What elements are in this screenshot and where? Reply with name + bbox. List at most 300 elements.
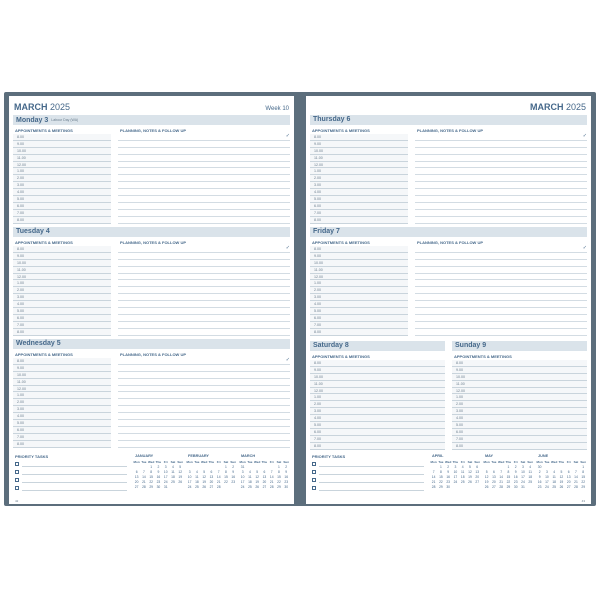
- calendar-date[interactable]: 13: [209, 475, 214, 479]
- planning-line[interactable]: [415, 189, 587, 196]
- calendar-date[interactable]: 3: [188, 470, 191, 474]
- calendar-date[interactable]: 7: [500, 470, 503, 474]
- calendar-date[interactable]: 20: [209, 480, 214, 484]
- time-slot[interactable]: 12.00: [310, 388, 445, 395]
- planning-line[interactable]: [415, 210, 587, 217]
- calendar-date[interactable]: 12: [255, 475, 259, 479]
- time-slot[interactable]: 10.00: [13, 148, 111, 155]
- time-slot[interactable]: 6.00: [310, 203, 408, 210]
- calendar-date[interactable]: 7: [575, 470, 577, 474]
- planning-line[interactable]: [118, 210, 290, 217]
- calendar-date[interactable]: 27: [262, 485, 267, 489]
- calendar-date[interactable]: 31: [521, 485, 525, 489]
- calendar-date[interactable]: 17: [163, 475, 168, 479]
- planning-line[interactable]: [415, 308, 587, 315]
- calendar-date[interactable]: 28: [499, 485, 503, 489]
- calendar-date[interactable]: 21: [216, 480, 221, 484]
- time-slot[interactable]: 12.00: [452, 388, 587, 395]
- checkbox[interactable]: [312, 486, 316, 490]
- time-slot[interactable]: 12.00: [13, 386, 111, 393]
- calendar-date[interactable]: 28: [216, 485, 221, 489]
- calendar-date[interactable]: 25: [528, 480, 533, 484]
- calendar-date[interactable]: 12: [178, 470, 183, 474]
- calendar-date[interactable]: 23: [513, 480, 518, 484]
- calendar-date[interactable]: 1: [507, 465, 510, 469]
- calendar-date[interactable]: 22: [506, 480, 511, 484]
- planning-line[interactable]: [118, 308, 290, 315]
- time-slot[interactable]: 5.00: [310, 308, 408, 315]
- calendar-date[interactable]: 28: [431, 485, 436, 489]
- planning-line[interactable]: [415, 294, 587, 301]
- time-slot[interactable]: 4.00: [13, 189, 111, 196]
- time-slot[interactable]: 6.00: [310, 429, 445, 436]
- calendar-date[interactable]: 14: [269, 475, 274, 479]
- calendar-date[interactable]: 3: [522, 465, 524, 469]
- calendar-date[interactable]: 16: [446, 475, 450, 479]
- time-slot[interactable]: 11.00: [13, 155, 111, 162]
- time-slot[interactable]: 8.00: [13, 246, 111, 253]
- calendar-date[interactable]: 20: [566, 480, 571, 484]
- time-slot[interactable]: 8.00: [13, 217, 111, 224]
- planning-line[interactable]: [118, 168, 290, 175]
- calendar-date[interactable]: 21: [142, 480, 146, 484]
- time-slot[interactable]: 9.00: [13, 141, 111, 148]
- time-slot[interactable]: 1.00: [13, 168, 111, 175]
- calendar-date[interactable]: 25: [248, 485, 252, 489]
- calendar-date[interactable]: 7: [217, 470, 220, 474]
- planning-line[interactable]: [118, 434, 290, 441]
- calendar-date[interactable]: 2: [538, 470, 541, 474]
- calendar-date[interactable]: 27: [209, 485, 214, 489]
- calendar-date[interactable]: 20: [492, 480, 496, 484]
- time-slot[interactable]: 2.00: [310, 175, 408, 182]
- calendar-date[interactable]: 24: [545, 485, 549, 489]
- calendar-date[interactable]: 30: [284, 485, 289, 489]
- time-slot[interactable]: 3.00: [13, 182, 111, 189]
- calendar-date[interactable]: 25: [171, 480, 175, 484]
- planning-line[interactable]: [118, 413, 290, 420]
- planning-line[interactable]: [118, 329, 290, 336]
- planning-line[interactable]: [118, 203, 290, 210]
- time-slot[interactable]: 6.00: [13, 315, 111, 322]
- calendar-date[interactable]: 3: [454, 465, 457, 469]
- calendar-date[interactable]: 25: [195, 485, 199, 489]
- calendar-date[interactable]: 2: [232, 465, 235, 469]
- calendar-date[interactable]: 28: [142, 485, 146, 489]
- planning-line[interactable]: [415, 141, 587, 148]
- planning-line[interactable]: [415, 217, 587, 224]
- time-slot[interactable]: 9.00: [452, 367, 587, 374]
- time-slot[interactable]: 5.00: [13, 420, 111, 427]
- calendar-date[interactable]: 6: [492, 470, 495, 474]
- calendar-date[interactable]: 10: [453, 470, 458, 474]
- calendar-date[interactable]: 23: [446, 480, 450, 484]
- time-slot[interactable]: 9.00: [13, 253, 111, 260]
- time-slot[interactable]: 7.00: [13, 210, 111, 217]
- time-slot[interactable]: 6.00: [452, 429, 587, 436]
- time-slot[interactable]: 8.00: [452, 360, 587, 367]
- planning-line[interactable]: [118, 358, 290, 365]
- calendar-date[interactable]: 29: [506, 485, 511, 489]
- time-slot[interactable]: 4.00: [13, 301, 111, 308]
- time-slot[interactable]: 11.00: [310, 155, 408, 162]
- checkbox[interactable]: [15, 478, 19, 482]
- calendar-date[interactable]: 23: [284, 480, 289, 484]
- time-slot[interactable]: 3.00: [13, 294, 111, 301]
- time-slot[interactable]: 12.00: [13, 162, 111, 169]
- calendar-date[interactable]: 29: [277, 485, 281, 489]
- calendar-date[interactable]: 11: [195, 475, 199, 479]
- calendar-date[interactable]: 10: [163, 470, 168, 474]
- calendar-date[interactable]: 13: [134, 475, 139, 479]
- calendar-date[interactable]: 15: [149, 475, 153, 479]
- time-slot[interactable]: 4.00: [13, 413, 111, 420]
- calendar-date[interactable]: 11: [248, 475, 252, 479]
- calendar-date[interactable]: 17: [453, 475, 458, 479]
- calendar-date[interactable]: 18: [171, 475, 175, 479]
- calendar-date[interactable]: 7: [142, 470, 145, 474]
- calendar-date[interactable]: 8: [150, 470, 153, 474]
- calendar-date[interactable]: 18: [528, 475, 533, 479]
- calendar-date[interactable]: 6: [476, 465, 479, 469]
- calendar-date[interactable]: 29: [439, 485, 443, 489]
- time-slot[interactable]: 6.00: [310, 315, 408, 322]
- calendar-date[interactable]: 14: [574, 475, 578, 479]
- calendar-date[interactable]: 17: [545, 480, 549, 484]
- calendar-date[interactable]: 2: [285, 465, 288, 469]
- calendar-date[interactable]: 14: [499, 475, 503, 479]
- calendar-date[interactable]: 12: [559, 475, 564, 479]
- calendar-date[interactable]: 29: [581, 485, 586, 489]
- planning-line[interactable]: [118, 182, 290, 189]
- task-line[interactable]: [319, 477, 424, 483]
- calendar-date[interactable]: 28: [269, 485, 274, 489]
- time-slot[interactable]: 8.00: [13, 329, 111, 336]
- planning-line[interactable]: [118, 267, 290, 274]
- planning-line[interactable]: [118, 294, 290, 301]
- planning-line[interactable]: [118, 253, 290, 260]
- planning-line[interactable]: [118, 175, 290, 182]
- calendar-date[interactable]: 19: [202, 480, 206, 484]
- time-slot[interactable]: 11.00: [310, 267, 408, 274]
- calendar-date[interactable]: 22: [277, 480, 281, 484]
- calendar-date[interactable]: 15: [224, 475, 228, 479]
- planning-line[interactable]: [415, 274, 587, 281]
- calendar-date[interactable]: 8: [582, 470, 585, 474]
- calendar-date[interactable]: 7: [270, 470, 273, 474]
- time-slot[interactable]: 11.00: [13, 379, 111, 386]
- calendar-date[interactable]: 10: [240, 475, 245, 479]
- time-slot[interactable]: 8.00: [13, 358, 111, 365]
- calendar-date[interactable]: 8: [278, 470, 280, 474]
- planning-line[interactable]: [415, 260, 587, 267]
- planning-line[interactable]: [118, 406, 290, 413]
- calendar-date[interactable]: 1: [278, 465, 280, 469]
- time-slot[interactable]: 8.00: [310, 329, 408, 336]
- calendar-date[interactable]: 28: [574, 485, 578, 489]
- time-slot[interactable]: 3.00: [13, 406, 111, 413]
- planning-line[interactable]: [118, 260, 290, 267]
- time-slot[interactable]: 2.00: [452, 401, 587, 408]
- time-slot[interactable]: 10.00: [310, 148, 408, 155]
- time-slot[interactable]: 4.00: [452, 415, 587, 422]
- calendar-date[interactable]: 29: [149, 485, 153, 489]
- checkbox[interactable]: [312, 462, 316, 466]
- planning-line[interactable]: [415, 246, 587, 253]
- time-slot[interactable]: 8.00: [310, 443, 445, 450]
- calendar-date[interactable]: 20: [475, 475, 480, 479]
- calendar-date[interactable]: 14: [142, 475, 146, 479]
- planning-line[interactable]: [118, 386, 290, 393]
- planning-line[interactable]: [118, 148, 290, 155]
- time-slot[interactable]: 3.00: [310, 408, 445, 415]
- calendar-date[interactable]: 19: [468, 475, 472, 479]
- calendar-date[interactable]: 5: [485, 470, 488, 474]
- calendar-date[interactable]: 4: [172, 465, 174, 469]
- time-slot[interactable]: 5.00: [13, 196, 111, 203]
- time-slot[interactable]: 7.00: [310, 210, 408, 217]
- calendar-date[interactable]: 2: [447, 465, 450, 469]
- calendar-date[interactable]: 3: [545, 470, 548, 474]
- calendar-date[interactable]: 1: [150, 465, 153, 469]
- calendar-date[interactable]: 16: [156, 475, 161, 479]
- calendar-date[interactable]: 8: [225, 470, 227, 474]
- planning-line[interactable]: [118, 246, 290, 253]
- checkbox[interactable]: [15, 486, 19, 490]
- task-line[interactable]: [319, 469, 424, 475]
- calendar-date[interactable]: 2: [514, 465, 517, 469]
- calendar-date[interactable]: 22: [224, 480, 228, 484]
- calendar-date[interactable]: 15: [277, 475, 281, 479]
- planning-line[interactable]: [118, 196, 290, 203]
- planning-line[interactable]: [118, 372, 290, 379]
- calendar-date[interactable]: 9: [285, 470, 288, 474]
- time-slot[interactable]: 8.00: [13, 134, 111, 141]
- time-slot[interactable]: 12.00: [13, 274, 111, 281]
- calendar-date[interactable]: 27: [492, 485, 496, 489]
- task-line[interactable]: [319, 485, 424, 491]
- planning-line[interactable]: [415, 301, 587, 308]
- calendar-date[interactable]: 4: [195, 470, 198, 474]
- calendar-date[interactable]: 4: [553, 470, 556, 474]
- calendar-date[interactable]: 9: [447, 470, 450, 474]
- calendar-date[interactable]: 20: [134, 480, 139, 484]
- time-slot[interactable]: 10.00: [452, 374, 587, 381]
- calendar-date[interactable]: 19: [178, 475, 183, 479]
- calendar-date[interactable]: 18: [248, 480, 252, 484]
- planning-line[interactable]: [118, 141, 290, 148]
- calendar-date[interactable]: 10: [545, 475, 549, 479]
- time-slot[interactable]: 1.00: [310, 168, 408, 175]
- calendar-date[interactable]: 1: [582, 465, 585, 469]
- calendar-date[interactable]: 13: [475, 470, 480, 474]
- calendar-date[interactable]: 11: [528, 470, 532, 474]
- calendar-date[interactable]: 2: [157, 465, 160, 469]
- calendar-date[interactable]: 20: [262, 480, 267, 484]
- calendar-date[interactable]: 23: [537, 485, 542, 489]
- planning-line[interactable]: [415, 267, 587, 274]
- time-slot[interactable]: 2.00: [13, 399, 111, 406]
- calendar-date[interactable]: 13: [262, 475, 267, 479]
- time-slot[interactable]: 6.00: [13, 203, 111, 210]
- time-slot[interactable]: 8.00: [13, 441, 111, 448]
- time-slot[interactable]: 3.00: [310, 182, 408, 189]
- calendar-date[interactable]: 4: [529, 465, 532, 469]
- calendar-date[interactable]: 6: [567, 470, 570, 474]
- planning-line[interactable]: [118, 189, 290, 196]
- checkbox[interactable]: [15, 470, 19, 474]
- calendar-date[interactable]: 26: [468, 480, 472, 484]
- time-slot[interactable]: 7.00: [310, 436, 445, 443]
- calendar-date[interactable]: 18: [460, 475, 465, 479]
- planning-line[interactable]: [415, 168, 587, 175]
- calendar-date[interactable]: 17: [187, 480, 192, 484]
- calendar-date[interactable]: 5: [256, 470, 259, 474]
- time-slot[interactable]: 12.00: [310, 162, 408, 169]
- calendar-date[interactable]: 1: [225, 465, 227, 469]
- calendar-date[interactable]: 9: [157, 470, 160, 474]
- time-slot[interactable]: 10.00: [13, 372, 111, 379]
- calendar-date[interactable]: 5: [179, 465, 182, 469]
- time-slot[interactable]: 8.00: [310, 360, 445, 367]
- calendar-date[interactable]: 16: [513, 475, 518, 479]
- calendar-date[interactable]: 24: [453, 480, 458, 484]
- planning-line[interactable]: [415, 203, 587, 210]
- time-slot[interactable]: 2.00: [13, 175, 111, 182]
- planning-line[interactable]: [415, 134, 587, 141]
- time-slot[interactable]: 2.00: [310, 287, 408, 294]
- task-line[interactable]: [319, 461, 424, 467]
- planning-line[interactable]: [415, 175, 587, 182]
- calendar-date[interactable]: 10: [521, 470, 525, 474]
- planning-line[interactable]: [118, 322, 290, 329]
- task-line[interactable]: [22, 469, 127, 475]
- calendar-date[interactable]: 26: [484, 485, 489, 489]
- calendar-date[interactable]: 24: [240, 485, 245, 489]
- planning-line[interactable]: [415, 196, 587, 203]
- time-slot[interactable]: 1.00: [13, 280, 111, 287]
- calendar-date[interactable]: 11: [552, 475, 556, 479]
- calendar-date[interactable]: 19: [484, 480, 489, 484]
- calendar-date[interactable]: 6: [263, 470, 266, 474]
- calendar-date[interactable]: 25: [552, 485, 556, 489]
- calendar-date[interactable]: 6: [135, 470, 138, 474]
- planning-line[interactable]: [415, 253, 587, 260]
- checkbox[interactable]: [15, 462, 19, 466]
- calendar-date[interactable]: 30: [513, 485, 518, 489]
- calendar-date[interactable]: 19: [559, 480, 564, 484]
- time-slot[interactable]: 7.00: [310, 322, 408, 329]
- calendar-date[interactable]: 31: [163, 485, 168, 489]
- task-line[interactable]: [22, 477, 127, 483]
- calendar-date[interactable]: 8: [439, 470, 442, 474]
- planning-line[interactable]: [415, 182, 587, 189]
- calendar-date[interactable]: 4: [461, 465, 464, 469]
- calendar-date[interactable]: 21: [269, 480, 274, 484]
- calendar-date[interactable]: 26: [255, 485, 259, 489]
- calendar-date[interactable]: 9: [538, 475, 541, 479]
- time-slot[interactable]: 7.00: [452, 436, 587, 443]
- calendar-date[interactable]: 14: [216, 475, 221, 479]
- planning-line[interactable]: [118, 427, 290, 434]
- calendar-date[interactable]: 13: [566, 475, 571, 479]
- calendar-date[interactable]: 5: [469, 465, 471, 469]
- planning-line[interactable]: [118, 134, 290, 141]
- planning-line[interactable]: [118, 392, 290, 399]
- calendar-date[interactable]: 12: [468, 470, 472, 474]
- calendar-date[interactable]: 30: [537, 465, 542, 469]
- planning-line[interactable]: [415, 280, 587, 287]
- calendar-date[interactable]: 21: [574, 480, 578, 484]
- time-slot[interactable]: 9.00: [310, 253, 408, 260]
- planning-line[interactable]: [415, 148, 587, 155]
- calendar-date[interactable]: 17: [240, 480, 245, 484]
- calendar-date[interactable]: 16: [537, 480, 542, 484]
- calendar-date[interactable]: 8: [507, 470, 510, 474]
- calendar-date[interactable]: 5: [560, 470, 563, 474]
- task-line[interactable]: [22, 461, 127, 467]
- calendar-date[interactable]: 25: [460, 480, 465, 484]
- time-slot[interactable]: 5.00: [310, 422, 445, 429]
- calendar-date[interactable]: 4: [248, 470, 251, 474]
- calendar-date[interactable]: 13: [492, 475, 496, 479]
- calendar-date[interactable]: 15: [439, 475, 443, 479]
- time-slot[interactable]: 5.00: [13, 308, 111, 315]
- time-slot[interactable]: 5.00: [452, 422, 587, 429]
- planning-line[interactable]: [118, 301, 290, 308]
- planning-line[interactable]: [118, 280, 290, 287]
- time-slot[interactable]: 8.00: [310, 246, 408, 253]
- calendar-date[interactable]: 31: [240, 465, 245, 469]
- calendar-date[interactable]: 11: [460, 470, 465, 474]
- time-slot[interactable]: 2.00: [13, 287, 111, 294]
- planning-line[interactable]: [118, 365, 290, 372]
- planning-line[interactable]: [415, 287, 587, 294]
- calendar-date[interactable]: 22: [149, 480, 153, 484]
- planning-line[interactable]: [415, 315, 587, 322]
- time-slot[interactable]: 11.00: [310, 381, 445, 388]
- planning-line[interactable]: [118, 155, 290, 162]
- calendar-date[interactable]: 16: [231, 475, 236, 479]
- planning-line[interactable]: [118, 274, 290, 281]
- time-slot[interactable]: 1.00: [310, 394, 445, 401]
- calendar-date[interactable]: 30: [446, 485, 450, 489]
- calendar-date[interactable]: 26: [559, 485, 564, 489]
- time-slot[interactable]: 7.00: [13, 434, 111, 441]
- calendar-date[interactable]: 12: [484, 475, 489, 479]
- time-slot[interactable]: 8.00: [452, 443, 587, 450]
- calendar-date[interactable]: 22: [439, 480, 443, 484]
- calendar-date[interactable]: 11: [171, 470, 175, 474]
- calendar-date[interactable]: 21: [499, 480, 503, 484]
- planning-line[interactable]: [118, 399, 290, 406]
- time-slot[interactable]: 3.00: [452, 408, 587, 415]
- calendar-date[interactable]: 24: [187, 485, 192, 489]
- time-slot[interactable]: 1.00: [310, 280, 408, 287]
- time-slot[interactable]: 2.00: [310, 401, 445, 408]
- planning-line[interactable]: [118, 441, 290, 448]
- planning-line[interactable]: [118, 379, 290, 386]
- calendar-date[interactable]: 3: [241, 470, 244, 474]
- planning-line[interactable]: [118, 420, 290, 427]
- planning-line[interactable]: [118, 162, 290, 169]
- calendar-date[interactable]: 6: [210, 470, 213, 474]
- time-slot[interactable]: 7.00: [13, 322, 111, 329]
- time-slot[interactable]: 1.00: [13, 392, 111, 399]
- calendar-date[interactable]: 17: [521, 475, 525, 479]
- calendar-date[interactable]: 12: [202, 475, 206, 479]
- time-slot[interactable]: 1.00: [452, 394, 587, 401]
